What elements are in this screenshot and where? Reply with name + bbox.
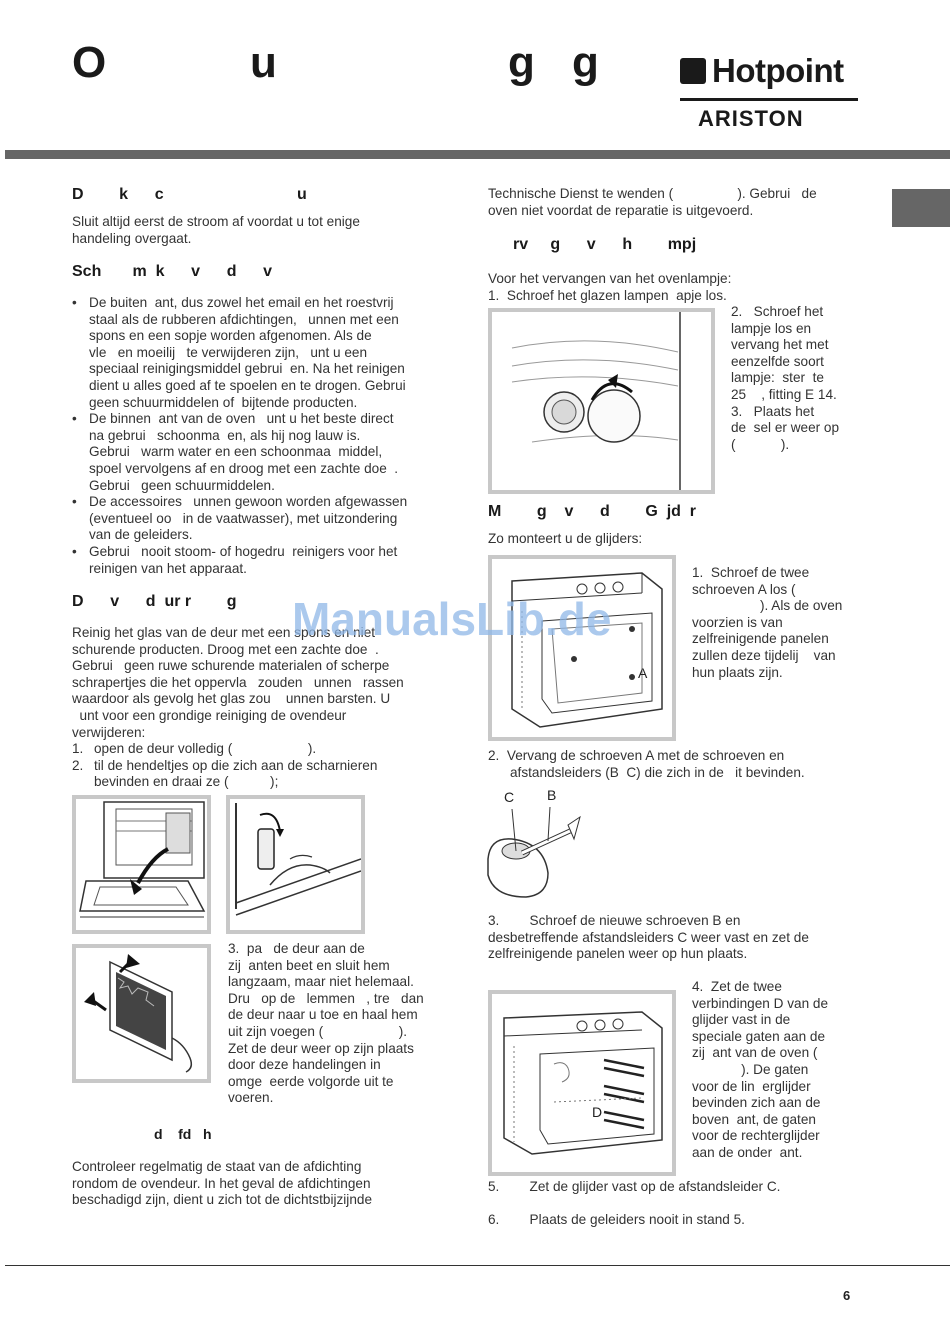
- text-line: lampje: ster te: [731, 370, 824, 386]
- bullet-icon: •: [72, 295, 77, 310]
- bullet-line: staal als de rubberen afdichtingen, unnen met een: [89, 311, 399, 327]
- section-tab: [892, 189, 950, 227]
- footer-divider: [5, 1265, 950, 1266]
- bullet-icon: •: [72, 544, 77, 559]
- title-letter-1: O: [72, 38, 107, 87]
- text-line: boven ant, de gaten: [692, 1111, 816, 1127]
- text-line: voeren.: [228, 1090, 274, 1106]
- text-line: omge eerde volgorde uit te: [228, 1073, 394, 1089]
- heading-seals: d fd h: [154, 1126, 212, 1142]
- heading-cleaning: Sch m k v d v: [72, 263, 273, 280]
- bullet-line: De buiten ant, dus zowel het email en het roestvrij: [89, 295, 394, 310]
- text-line: Reinig het glas van de deur met een spons en niet: [72, 625, 376, 640]
- bullet-line: dient u alles goed af te spoelen en te drogen. Gebrui: [89, 378, 406, 393]
- label-screw-a: A: [638, 665, 648, 681]
- text-line: ( ).: [731, 436, 790, 452]
- text-line: lampje los en: [731, 320, 812, 336]
- step-text: til de hendeltjes op die zich aan de scharnieren: [94, 757, 378, 773]
- figure-screw-spacer: [486, 785, 616, 905]
- text-line: uit zijn voegen ( ).: [228, 1024, 408, 1039]
- text-line: 3. Plaats het: [731, 403, 815, 419]
- brand-divider: [680, 98, 858, 101]
- brand-square-icon: [680, 58, 706, 84]
- text-line: eenzelfde soort: [731, 353, 824, 369]
- text-line: 1. Schroef de twee: [692, 565, 810, 580]
- figure-oven-screws: [488, 555, 676, 741]
- text-line: zelfreinigende panelen weer op hun plaats.: [488, 946, 748, 962]
- text-line: verbindingen D van de: [692, 995, 829, 1011]
- text-line: 3. Schroef de nieuwe schroeven B en: [488, 913, 741, 928]
- text-line: unt voor een grondige reiniging de ovendeur: [72, 708, 347, 723]
- header-bar: [5, 150, 950, 159]
- text-line: voor de lin erglijder: [692, 1078, 811, 1094]
- text-line: 2. Vervang de schroeven A met de schroeven en: [488, 748, 785, 763]
- text-line: 1. Schroef het glazen lampen apje los.: [488, 287, 727, 303]
- text-line: 2. Schroef het: [731, 304, 824, 319]
- title-letter-4: g: [572, 38, 599, 87]
- brand-name: Hotpoint: [712, 52, 844, 89]
- sliders-step-5: 5. Zet de glijder vast op de afstandsleider C.: [488, 1179, 781, 1194]
- text-line: beschadigd zijn, dient u zich tot de dichtstbijzijnde: [72, 1192, 372, 1208]
- heading-safety: D k c u: [72, 186, 307, 203]
- text-line: handeling overgaat.: [72, 230, 192, 246]
- text-line: afstandsleiders (B C) die zich in de it bevinden.: [510, 764, 805, 780]
- oven-open-door-illustration: [76, 799, 207, 930]
- text-line: Gebrui geen ruwe schurende materialen of scherpe: [72, 658, 390, 674]
- text-line: schurende producten. Droog met een zachte doe .: [72, 641, 379, 657]
- text-line: ). De gaten: [692, 1062, 809, 1077]
- bullet-line: (eventueel oo in de vaatwasser), met uitzondering: [89, 510, 398, 526]
- bullet-line: reinigen van het apparaat.: [89, 560, 247, 576]
- step-text: open de deur volledig ( ).: [94, 741, 317, 756]
- bullet-line: geen schuurmiddelen of bijtende producten.: [89, 394, 358, 410]
- text-line: waardoor als gevolg het glas zou unnen barsten. U: [72, 691, 391, 707]
- door-removal-illustration: [76, 948, 207, 1079]
- oven-screws-illustration: [492, 559, 672, 737]
- text-line: ). Als de oven: [692, 598, 843, 614]
- text-line: speciale gaten aan de: [692, 1028, 826, 1044]
- label-spacer-c: C: [504, 789, 515, 805]
- watermark: ManualsLib.de: [292, 593, 612, 645]
- oven-lamp-illustration: [492, 312, 711, 490]
- label-screw-b: B: [547, 787, 557, 803]
- text-line: zij anten beet en sluit hem: [228, 957, 390, 973]
- title-letter-2: u: [250, 38, 277, 87]
- figure-open-door: [72, 795, 211, 934]
- bullet-line: Gebrui warm water en een schoonmaa middel,: [89, 444, 383, 460]
- page-number: 6: [843, 1288, 851, 1303]
- text-line: zij ant van de oven (: [692, 1045, 818, 1061]
- text-line: vervang het met: [731, 337, 829, 353]
- bullet-icon: •: [72, 411, 77, 427]
- bullet-line: De accessoires unnen gewoon worden afgewassen: [89, 494, 408, 510]
- text-line: oven niet voordat de reparatie is uitgevoerd.: [488, 202, 754, 218]
- bullet-line: Gebrui geen schuurmiddelen.: [89, 477, 275, 493]
- text-line: de sel er weer op: [731, 420, 840, 436]
- text-line: schrapertjes die het oppervla zouden unnen rassen: [72, 674, 404, 690]
- text-line: bevinden zich aan de: [692, 1095, 821, 1111]
- heading-sliders: M g v d G jd r: [488, 503, 697, 520]
- step-number: 1.: [72, 741, 84, 756]
- text-line: verwijderen:: [72, 724, 146, 740]
- text-line: zelfreinigende panelen: [692, 631, 829, 647]
- title-letter-3: g: [508, 38, 535, 87]
- bullet-line: Gebrui nooit stoom- of hogedru reinigers voor het: [89, 544, 398, 559]
- text-line: de deur naar u toe en haal hem: [228, 1007, 418, 1023]
- text-line: Controleer regelmatig de staat van de afdichting: [72, 1159, 362, 1174]
- text-line: door deze handelingen in: [228, 1057, 381, 1073]
- text-line: 4. Zet de twee: [692, 979, 782, 994]
- sliders-intro: Zo monteert u de glijders:: [488, 531, 643, 546]
- text-line: voorzien is van: [692, 614, 783, 630]
- text-line: hun plaats zijn.: [692, 664, 783, 680]
- heading-lamp: rv g v h mpj: [513, 236, 697, 253]
- bullet-line: van de geleiders.: [89, 527, 193, 543]
- bullet-icon: •: [72, 494, 77, 510]
- figure-remove-door: [72, 944, 211, 1083]
- figure-oven-sliders: [488, 990, 676, 1176]
- bullet-line: spoel vervolgens af en droog met een zachte doe .: [89, 461, 399, 476]
- text-line: desbetreffende afstandsleiders C weer vast en zet de: [488, 929, 809, 945]
- label-connector-d: D: [592, 1104, 603, 1120]
- text-line: voor de rechterglijder: [692, 1128, 820, 1144]
- text-line: 25 , fitting E 14.: [731, 387, 837, 402]
- text-line: zullen deze tijdelij van: [692, 648, 836, 663]
- text-line: rondom de ovendeur. In het geval de afdichtingen: [72, 1175, 371, 1191]
- bullet-line: na gebrui schoonma en, als hij nog lauw is.: [89, 427, 361, 443]
- step-text: bevinden en draai ze ( );: [94, 774, 279, 790]
- door-hinge-illustration: [230, 799, 361, 930]
- text-line: Zet de deur weer op zijn plaats: [228, 1040, 414, 1056]
- text-line: Sluit altijd eerst de stroom af voordat u tot enige: [72, 214, 360, 229]
- text-line: aan de onder ant.: [692, 1145, 803, 1160]
- text-line: Dru op de lemmen , tre dan: [228, 990, 424, 1006]
- figure-oven-lamp: [488, 308, 715, 494]
- sliders-step-6: 6. Plaats de geleiders nooit in stand 5.: [488, 1212, 745, 1227]
- bullet-line: speciaal reinigingsmiddel gebrui en. Na het reinigen: [89, 361, 405, 377]
- oven-sliders-illustration: [492, 994, 672, 1172]
- bullet-line: spons en een sopje worden afgenomen. Als de: [89, 328, 372, 344]
- text-line: glijder vast in de: [692, 1012, 791, 1028]
- brand-subname: ARISTON: [698, 106, 804, 131]
- text-line: Technische Dienst te wenden ( ). Gebrui de: [488, 186, 817, 201]
- step-number: 2.: [72, 757, 84, 773]
- text-line: Voor het vervangen van het ovenlampje:: [488, 271, 732, 286]
- text-line: 3. pa de deur aan de: [228, 941, 365, 956]
- text-line: langzaam, maar niet helemaal.: [228, 974, 414, 990]
- figure-door-hinge: [226, 795, 365, 934]
- text-line: schroeven A los (: [692, 581, 796, 597]
- heading-door: D v d ur r g: [72, 593, 237, 610]
- bullet-line: vle en moeilij te verwijderen zijn, unt u een: [89, 344, 368, 360]
- bullet-line: De binnen ant van de oven unt u het beste direct: [89, 411, 394, 427]
